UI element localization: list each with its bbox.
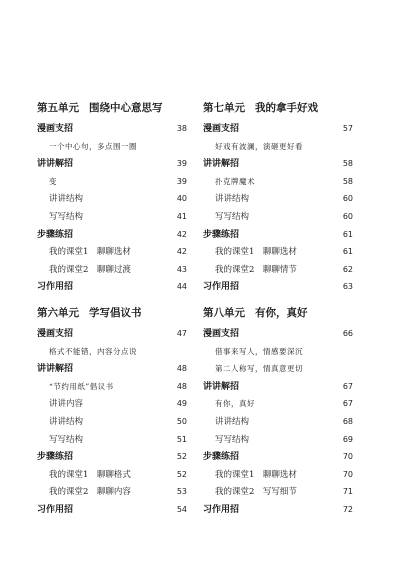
unit-number: 第六单元 [37, 307, 79, 319]
toc-entry-label: 讲讲解招 [37, 159, 74, 170]
toc-entry[interactable] [37, 278, 187, 296]
toc-entry[interactable] [37, 431, 187, 449]
toc-page-number: 69 [342, 434, 353, 444]
toc-page-number: 51 [176, 434, 187, 444]
toc-entry[interactable] [203, 243, 353, 261]
toc-page-number: 58 [342, 159, 353, 169]
unit-block-unit8 [203, 305, 353, 519]
toc-page-number: 53 [176, 487, 187, 497]
toc-entry-label: 习作用招 [37, 504, 74, 515]
toc-entry[interactable] [37, 190, 187, 208]
unit-block-unit7 [203, 100, 353, 296]
unit-number: 第七单元 [203, 102, 245, 114]
toc-page-number: 58 [342, 176, 353, 186]
toc-entry[interactable] [37, 120, 187, 138]
toc-entry[interactable] [203, 483, 353, 501]
toc-entry[interactable] [37, 138, 187, 156]
toc-page-number: 38 [176, 124, 187, 133]
toc-entry[interactable] [203, 208, 353, 226]
toc-entry[interactable] [203, 413, 353, 431]
toc-entry[interactable] [37, 173, 187, 191]
unit-number: 第五单元 [37, 102, 79, 114]
toc-entry[interactable] [203, 360, 353, 378]
toc-entry-label: 习作用招 [203, 282, 240, 293]
toc-page-number: 71 [342, 487, 353, 497]
toc-entry[interactable] [203, 226, 353, 244]
toc-entry-label: 写写结构 [49, 211, 84, 222]
toc-entry-label: 我的课堂2 聊聊过渡 [49, 264, 131, 275]
toc-page-number: 52 [176, 469, 187, 479]
toc-page-number: 41 [176, 211, 187, 221]
toc-entry-label: 写写结构 [215, 211, 250, 222]
toc-page-number: 70 [342, 452, 353, 462]
toc-entry-label: 我的课堂2 写写细节 [215, 487, 297, 498]
toc-page-number: 63 [342, 282, 353, 292]
toc-page-number: 52 [176, 452, 187, 462]
toc-page-number: 62 [342, 264, 353, 274]
toc-entry-label: 我的课堂1 聊聊格式 [49, 469, 131, 480]
toc-entry[interactable] [37, 501, 187, 519]
toc-entry-label: 格式不能错，内容分点说 [49, 346, 137, 356]
toc-entry[interactable] [203, 448, 353, 466]
toc-entry-label: 有你，真好 [215, 399, 255, 409]
toc-entry[interactable] [37, 208, 187, 226]
toc-entry[interactable] [203, 278, 353, 296]
toc-entry[interactable] [37, 226, 187, 244]
toc-entry-label: 扑克牌魔术 [215, 176, 255, 186]
toc-page-number: 66 [342, 329, 353, 338]
toc-page-number: 57 [342, 124, 353, 133]
toc-entry-label: 我的课堂2 聊聊情节 [215, 264, 297, 275]
toc-page-number: 61 [342, 247, 353, 257]
toc-entry[interactable] [203, 120, 353, 138]
toc-entry[interactable] [203, 378, 353, 396]
toc-entry[interactable] [37, 448, 187, 466]
toc-page-number: 61 [342, 229, 353, 239]
toc-page-number: 39 [176, 176, 187, 186]
toc-page-number: 60 [342, 211, 353, 221]
toc-entry[interactable] [203, 343, 353, 361]
toc-page-number: 70 [342, 469, 353, 479]
toc-entry[interactable] [37, 360, 187, 378]
toc-entry-label: 习作用招 [37, 282, 74, 293]
toc-entry-label: 漫画支招 [37, 329, 74, 339]
toc-page-number: 67 [342, 399, 353, 409]
toc-entry-label: 讲讲结构 [49, 194, 84, 205]
toc-entry-label: “节约用纸”倡议书 [49, 381, 114, 391]
toc-entry[interactable] [203, 431, 353, 449]
toc-entry[interactable] [203, 325, 353, 343]
unit-title [203, 100, 353, 116]
toc-entry-label: 讲讲解招 [203, 381, 240, 392]
toc-page-number: 67 [342, 381, 353, 391]
toc-entry-label: 讲讲结构 [215, 416, 250, 427]
toc-entry[interactable] [37, 325, 187, 343]
toc-entry-label: 步骤练招 [37, 229, 74, 240]
toc-entry[interactable] [37, 155, 187, 173]
toc-entry-label: 变 [49, 176, 57, 186]
toc-entry[interactable] [37, 243, 187, 261]
toc-entry-label: 讲讲结构 [215, 194, 250, 205]
toc-entry-label: 漫画支招 [37, 124, 74, 134]
toc-entry[interactable] [37, 378, 187, 396]
unit-block-unit6 [37, 305, 187, 519]
unit-name: 有你，真好 [255, 307, 308, 319]
toc-entry-label: 讲讲解招 [203, 159, 240, 170]
toc-page-number: 49 [176, 399, 187, 409]
toc-entry[interactable] [203, 501, 353, 519]
toc-entry-label: 漫画支招 [203, 124, 240, 134]
toc-page-number: 47 [176, 329, 187, 338]
toc-entry-label: 我的课堂2 聊聊内容 [49, 487, 131, 498]
toc-entry-label: 讲讲解招 [37, 364, 74, 375]
toc-entry[interactable] [203, 155, 353, 173]
toc-page-number: 44 [176, 282, 187, 292]
toc-entry-label: 步骤练招 [37, 452, 74, 463]
toc-page-number: 43 [176, 264, 187, 274]
toc-entry-label: 漫画支招 [203, 329, 240, 339]
toc-page-number: 72 [342, 504, 353, 514]
toc-entry-label: 步骤练招 [203, 452, 240, 463]
unit-title [37, 305, 187, 321]
toc-page-number: 39 [176, 159, 187, 169]
toc-entry[interactable] [203, 173, 353, 191]
unit-block-unit5 [37, 100, 187, 296]
unit-name: 围绕中心意思写 [89, 102, 163, 114]
toc-page-number: 48 [176, 381, 187, 391]
toc-entry-label: 讲讲内容 [49, 399, 84, 410]
toc-page-number: 60 [342, 194, 353, 204]
toc-entry[interactable] [37, 343, 187, 361]
toc-entry-label: 我的课堂1 聊聊选材 [215, 247, 297, 258]
toc-entry-label: 写写结构 [49, 434, 84, 445]
toc-entry[interactable] [37, 413, 187, 431]
toc-entry[interactable] [37, 483, 187, 501]
toc-entry[interactable] [203, 261, 353, 279]
toc-page-number: 54 [176, 504, 187, 514]
toc-entry[interactable] [203, 138, 353, 156]
toc-entry[interactable] [37, 261, 187, 279]
toc-page-number: 42 [176, 229, 187, 239]
toc-page-number: 40 [176, 194, 187, 204]
unit-name: 我的拿手好戏 [255, 102, 318, 114]
toc-page-number: 42 [176, 247, 187, 257]
toc-entry[interactable] [203, 190, 353, 208]
toc-entry-label: 我的课堂1 聊聊选材 [49, 247, 131, 258]
toc-entry-label: 步骤练招 [203, 229, 240, 240]
unit-name: 学写倡议书 [89, 307, 142, 319]
unit-title [37, 100, 187, 116]
toc-entry-label: 好戏有波澜，演砸更好看 [215, 141, 303, 151]
toc-entry-label: 一个中心句，多点围一圈 [49, 141, 137, 151]
toc-entry-label: 第二人称写，情真意更切 [215, 364, 303, 374]
toc-entry-label: 讲讲结构 [49, 416, 84, 427]
toc-entry-label: 写写结构 [215, 434, 250, 445]
toc-entry[interactable] [37, 466, 187, 484]
toc-entry[interactable] [203, 395, 353, 413]
toc-entry[interactable] [37, 395, 187, 413]
toc-page-number: 48 [176, 364, 187, 374]
toc-entry-label: 习作用招 [203, 504, 240, 515]
unit-number: 第八单元 [203, 307, 245, 319]
toc-entry-label: 借事来写人，情感要深沉 [215, 346, 303, 356]
toc-entry-label: 我的课堂1 聊聊选材 [215, 469, 297, 480]
toc-entry[interactable] [203, 466, 353, 484]
unit-title [203, 305, 353, 321]
toc-page-number: 50 [176, 416, 187, 426]
toc-page-number: 68 [342, 416, 353, 426]
